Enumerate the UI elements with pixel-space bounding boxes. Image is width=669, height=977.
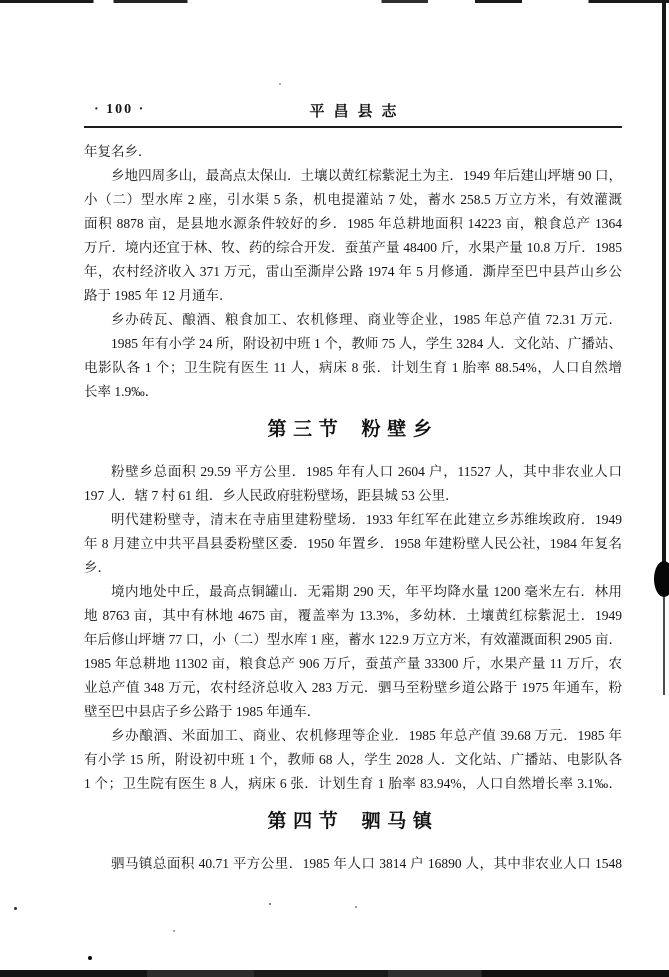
text-line: 粉壁乡总面积 29.59 平方公里．1985 年有人口 2604 户，11527 人，其中非农业人口 <box>111 464 622 479</box>
text-line: 明代建粉壁寺，清末在寺庙里建粉壁场．1933 年红军在此建立乡苏维埃政府．1949 <box>111 512 622 527</box>
scan-speck <box>88 956 92 960</box>
text-line: 路于 1985 年 12 月通车． <box>84 288 233 303</box>
text-line: 乡． <box>84 560 111 575</box>
text-line: 197 人．辖 7 村 61 组．乡人民政府驻粉壁场，距县城 53 公里． <box>84 488 459 503</box>
text-line: 乡办砖瓦、酿酒、粮食加工、农机修理、商业等企业，1985 年总产值 72.31 万元． <box>111 312 622 327</box>
text-line: 乡地四周多山，最高点太保山．土壤以黄红棕紫泥土为主．1949 年后建山坪塘 90 口， <box>111 168 622 183</box>
section-heading <box>84 808 622 836</box>
text-line: 境内地处中丘，最高点铜罐山．无霜期 290 天，年平均降水量 1200 毫米左右．林用 <box>111 584 622 599</box>
text-line: 万斤．境内还宜于林、牧、药的综合开发．蚕茧产量 48400 斤，水果产量 10.8 万斤．1985 <box>84 240 622 255</box>
text-line: 年后修山坪塘 77 口，小（二）型水库 1 座，蓄水 122.9 万立方米，有效灌溉面积 2905 亩． <box>84 632 622 647</box>
text-line: 年，农村经济收入 371 万元，雷山至澌岸公路 1974 年 5 月修通．澌岸至巴中县芦山乡公 <box>84 264 622 279</box>
text-line: 面积 8878 亩，是县地水源条件较好的乡．1985 年总耕地面积 14223 亩，粮食总产 1364 <box>84 216 622 231</box>
scan-edge-top <box>0 0 669 3</box>
scan-speck <box>269 903 271 905</box>
page-header <box>84 100 622 122</box>
section-title: 粉壁乡 <box>361 419 439 440</box>
page-number: · 100 · <box>94 102 146 117</box>
text-line: 业总产值 348 万元，农村经济总收入 283 万元．驷马至粉壁乡道公路于 1975 年通车，粉 <box>84 680 622 695</box>
scan-speck <box>173 930 175 932</box>
text-line: 年复名乡． <box>84 144 152 159</box>
scan-edge-bottom <box>0 970 669 977</box>
text-line: 电影队各 1 个；卫生院有医生 11 人，病床 8 张．计划生育 1 胎率 88.54%，人口自然增 <box>84 360 622 375</box>
scan-edge-right <box>662 0 666 565</box>
text-column <box>84 140 622 876</box>
text-line: 1 个；卫生院有医生 8 人，病床 6 张．计划生育 1 胎率 83.94%，人口自然增长率 3.1‰． <box>84 776 622 791</box>
section-title: 驷马镇 <box>361 811 439 832</box>
text-line: 有小学 15 所，附设初中班 1 个，教师 68 人，学生 2028 人．文化站、广播站、电影队各 <box>84 752 622 767</box>
text-line: 壁至巴中县店子乡公路于 1985 年通车． <box>84 704 321 719</box>
scan-speck <box>279 83 281 85</box>
text-line: 驷马镇总面积 40.71 平方公里．1985 年人口 3814 户 16890 人，其中非农业人口 1548 <box>111 856 622 871</box>
text-line: 乡办酿酒、米面加工、商业、农机修理等企业．1985 年总产值 39.68 万元．1985 年 <box>111 728 622 743</box>
text-line: 地 8763 亩，其中有林地 4675 亩，覆盖率为 13.3%，多幼林．土壤黄红棕紫泥土．1949 <box>84 608 622 623</box>
text-line: 1985 年有小学 24 所，附设初中班 1 个，教师 75 人，学生 3284 人．文化站、广播站、 <box>111 336 622 351</box>
text-line: 年 8 月建立中共平昌县委粉壁区委．1950 年置乡．1958 年建粉壁人民公社，1984 年复名 <box>84 536 622 551</box>
scan-ink-blob <box>654 561 669 597</box>
section-number: 第三节 <box>267 419 345 440</box>
section-number: 第四节 <box>267 811 345 832</box>
text-line: 长率 1.9‰． <box>84 384 159 399</box>
text-line: 小（二）型水库 2 座，引水渠 5 条，机电提灌站 7 处，蓄水 258.5 万立方米，有效灌溉 <box>84 192 622 207</box>
text-line: 1985 年总耕地 11302 亩，粮食总产 906 万斤，蚕茧产量 33300 斤，水果产量 11 万斤，农 <box>84 656 622 671</box>
section-heading <box>84 416 622 444</box>
scan-speck <box>355 906 357 908</box>
book-title: 平昌县志 <box>309 104 406 120</box>
scan-speck <box>14 907 17 910</box>
header-rule <box>84 126 622 128</box>
